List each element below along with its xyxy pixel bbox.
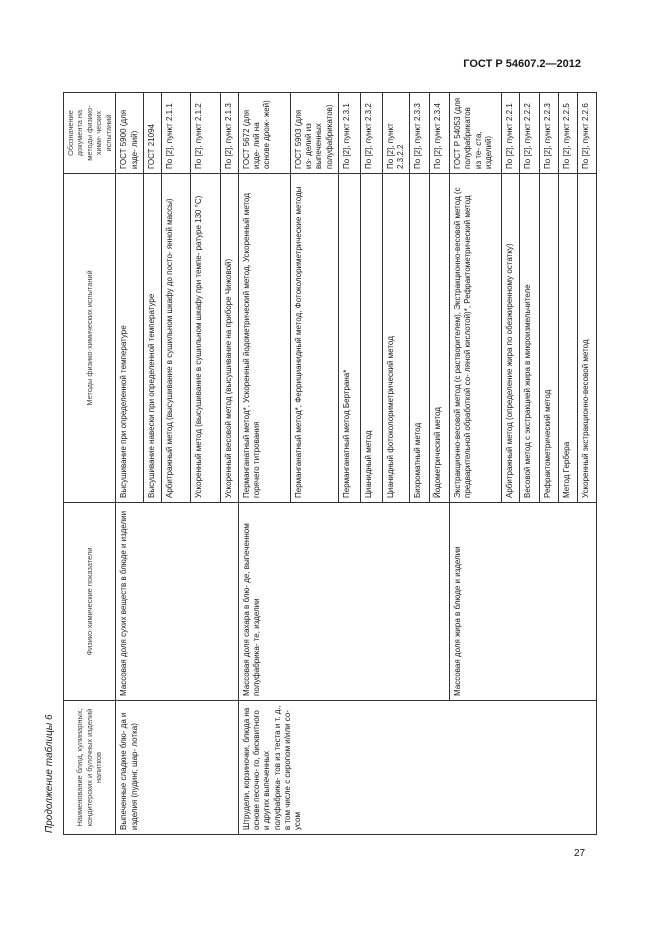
document-cell: По [2], пункт 2.3.3 (410, 93, 430, 174)
document-cell: ГОСТ 5672 (для изде- лий на основе дрож- жей) (238, 93, 290, 174)
document-cell: По [2], пункт 2.2.2 (520, 93, 540, 174)
method-cell: Экстракционно-весовой метод (с растворителем), Экстракционно-весовой метод (с предварительной обработкой со- ляной кислотой)*, Рефрактометрический метод (450, 174, 502, 503)
method-cell: Цианидный фотоколориметрический метод (382, 174, 409, 503)
method-cell: Перманганатный метод*, Феррицианидный метод, Фотоколориметрические методы (290, 174, 338, 503)
column-header-document: Обозначение документа на методы физико-хими- ческих испытаний (64, 93, 116, 174)
document-cell: По [2], пункт 2.1.3 (220, 93, 238, 174)
method-cell: Ускоренный весовой метод (высушивание на приборе Чижовой) (220, 174, 238, 503)
method-cell: Высушивание навески при определенной температуре (143, 174, 161, 503)
document-cell: По [2], пункт 2.2.3 (540, 93, 559, 174)
method-cell: Арбитражный метод (высушивание в сушильном шкафу до посто- янной массы) (161, 174, 190, 503)
column-header-dishes: Наименование блюд, кулинарных, кондитерских и булочных изделий напитков (64, 701, 116, 835)
document-cell: ГОСТ 5900 (для изде- лий) (116, 93, 143, 174)
method-cell: Перманганатный метод Бертрана* (338, 174, 360, 503)
method-cell: Метод Гербера (559, 174, 578, 503)
document-cell: ГОСТ 5903 (для из- делий из выпеченных полуфабрикатов) (290, 93, 338, 174)
dish-name-cell: Выпеченные сладкие блю- да и изделия (пудинг, шар- лотка) (116, 701, 238, 835)
indicator-cell: Массовая доля жира в блюде и изделии (450, 503, 597, 701)
dish-name-cell: Штрудели, корзиночки, блюда на основе песочно- го, бисквитного и других выпеченных полуфабрика- тов из теста и т. д., в том числе с сиропом и/или со- усом (238, 701, 596, 835)
table-continuation-caption: Продолжение таблицы 6 (44, 714, 55, 833)
document-cell: ГОСТ 21094 (143, 93, 161, 174)
document-cell: По [2], пункт 2.3.1 (338, 93, 360, 174)
document-cell: По [2], пункт 2.3.4 (430, 93, 450, 174)
table-header-row (64, 93, 116, 835)
document-cell: По [2], пункт 2.3.2 (360, 93, 382, 174)
document-cell: По [2], пункт 2.2.5 (559, 93, 578, 174)
document-cell: По [2], пункт 2.1.2 (190, 93, 220, 174)
document-standard-header: ГОСТ Р 54607.2—2012 (463, 58, 581, 70)
method-cell: Весовой метод с экстракцией жира в микроизмельчителе (520, 174, 540, 503)
document-cell: По [2], пункт 2.2.1 (502, 93, 520, 174)
method-cell: Перманганатный метод*, Ускоренный йодометрический метод, Ускоренный метод горячего титрования (238, 174, 290, 503)
method-cell: Ускоренный экстракционно-весовой метод (578, 174, 597, 503)
indicator-cell: Массовая доля сухих веществ в блюде и изделии (116, 503, 238, 701)
method-cell: Йодометрический метод (430, 174, 450, 503)
table-row (116, 93, 143, 835)
methods-table (63, 92, 597, 835)
method-cell: Ускоренный метод (высушивание в сушильном шкафу при темпе- ратуре 130 °С) (190, 174, 220, 503)
document-cell: По [2], пункт 2.1.1 (161, 93, 190, 174)
table-row (238, 93, 290, 835)
document-cell: По [2], пункт 2.2.6 (578, 93, 597, 174)
method-cell: Цианидный метод (360, 174, 382, 503)
method-cell: Рефрактометрический метод (540, 174, 559, 503)
method-cell: Бихроматный метод (410, 174, 430, 503)
method-cell: Арбитражный метод (определение жира по обезжиренному остатку) (502, 174, 520, 503)
page-number: 27 (574, 848, 586, 859)
document-cell: ГОСТ Р 54053 (для полуфабрикатов из те- ста, изделий) (450, 93, 502, 174)
rotated-table-container (63, 93, 591, 835)
column-header-indicators: Физико-химические показатели (64, 503, 116, 701)
method-cell: Высушивание при определенной температуре (116, 174, 143, 503)
indicator-cell: Массовая доля сахара в блю- де, выпеченном полуфабрика- те, изделии (238, 503, 449, 701)
column-header-methods: Методы физико-химических испытаний (64, 174, 116, 503)
document-cell: По [2], пункт 2.3.2.2 (382, 93, 409, 174)
